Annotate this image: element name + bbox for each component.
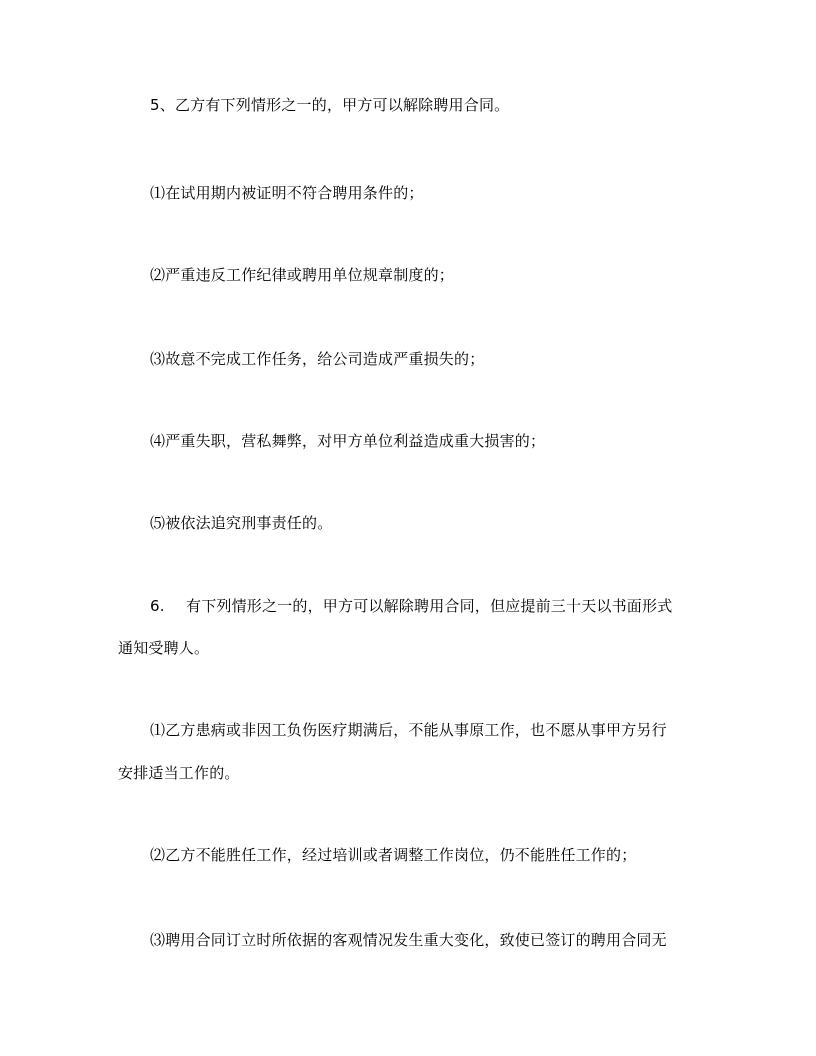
paragraph-clause-5-item-1: ⑴在试用期内被证明不符合聘用条件的； (150, 184, 424, 202)
paragraph-clause-5-item-3: ⑶故意不完成工作任务，给公司造成严重损失的； (150, 350, 485, 368)
clause-6-text-line1: 有下列情形之一的，甲方可以解除聘用合同，但应提前三十天以书面形式 (186, 597, 673, 615)
paragraph-clause-5-item-4: ⑷严重失职，营私舞弊，对甲方单位利益造成重大损害的； (150, 432, 546, 450)
paragraph-clause-6 (150, 596, 672, 616)
paragraph-clause-5-item-5: ⑸被依法追究刑事责任的。 (150, 514, 333, 532)
paragraph-clause-6-item-2: ⑵乙方不能胜任工作，经过培训或者调整工作岗位，仍不能胜任工作的； (150, 846, 637, 864)
paragraph-clause-6-item-1-line1: ⑴乙方患病或非因工负伤医疗期满后，不能从事原工作，也不愿从事甲方另行 (150, 721, 667, 739)
clause-6-text-line2: 通知受聘人。 (118, 639, 210, 657)
clause-6-number: 6. (150, 597, 165, 615)
paragraph-clause-6-item-1-line2: 安排适当工作的。 (118, 764, 240, 782)
paragraph-clause-5: 5、乙方有下列情形之一的，甲方可以解除聘用合同。 (150, 96, 510, 114)
paragraph-clause-5-item-2: ⑵严重违反工作纪律或聘用单位规章制度的； (150, 266, 455, 284)
paragraph-clause-6-item-3: ⑶聘用合同订立时所依据的客观情况发生重大变化，致使已签订的聘用合同无 (150, 931, 667, 949)
